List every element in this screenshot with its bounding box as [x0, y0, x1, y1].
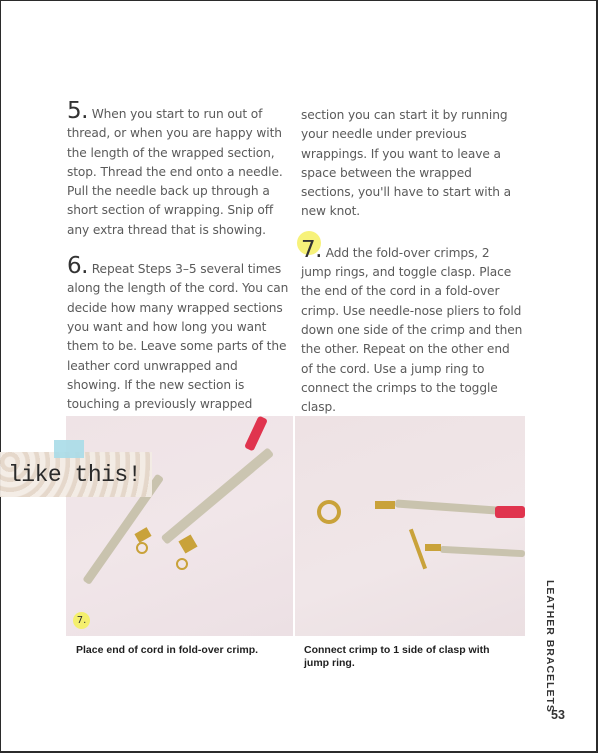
red-thread — [495, 506, 525, 518]
step-number: 7. — [301, 237, 322, 263]
jump-ring — [176, 558, 188, 570]
step-number: 5. — [67, 98, 88, 124]
step-5 — [67, 98, 289, 240]
red-thread — [244, 416, 268, 451]
caption-crimp: Place end of cord in fold-over crimp. — [76, 644, 259, 656]
step-6-continued: section you can start it by running your needle under previous wrappings. If you want to leave a space between the wrapped sections, you'll have to start with a new knot. — [301, 108, 512, 219]
jump-ring — [136, 542, 148, 554]
step-text: When you start to run out of thread, or when you are happy with the length of the wrapped section, stop. Thread the end onto a needle. Pull the needle back up through a short section of wrapping. Snip off any extra thread that is showing. — [67, 107, 283, 237]
step-text: Add the fold-over crimps, 2 jump rings, and toggle clasp. Place the end of the cord in a fold-over crimp. Use needle-nose pliers to fold down one side of the crimp and then the other. Repeat on the other end of the cord. Use a jump ring to connect the crimps to the toggle clasp. — [301, 245, 523, 415]
step-6 — [67, 253, 289, 414]
page-number: 53 — [551, 708, 565, 722]
toggle-ring — [317, 500, 341, 524]
photo-step-badge: 7. — [73, 612, 90, 629]
crimp — [375, 501, 395, 509]
tape-label: like this! — [8, 462, 142, 488]
crimp — [178, 534, 197, 553]
suede-cord — [440, 546, 525, 557]
step-number: 6. — [67, 253, 88, 280]
left-column — [67, 98, 289, 414]
step-7 — [301, 236, 523, 418]
right-column — [301, 106, 523, 417]
step-text: Repeat Steps 3–5 several times along the length of the cord. You can decide how many wrapped sections you want and how long you want them to be. Leave some parts of the leather cord unwrapped and showing. If the new section is touching a previously wrapped — [67, 262, 289, 412]
blue-tape — [54, 440, 84, 458]
suede-cord — [161, 447, 275, 545]
crimp — [134, 527, 151, 543]
crimp — [425, 544, 441, 551]
photo-clasp — [295, 416, 525, 636]
photo-crimp — [66, 416, 293, 636]
caption-clasp: Connect crimp to 1 side of clasp with jump ring. — [304, 644, 490, 669]
